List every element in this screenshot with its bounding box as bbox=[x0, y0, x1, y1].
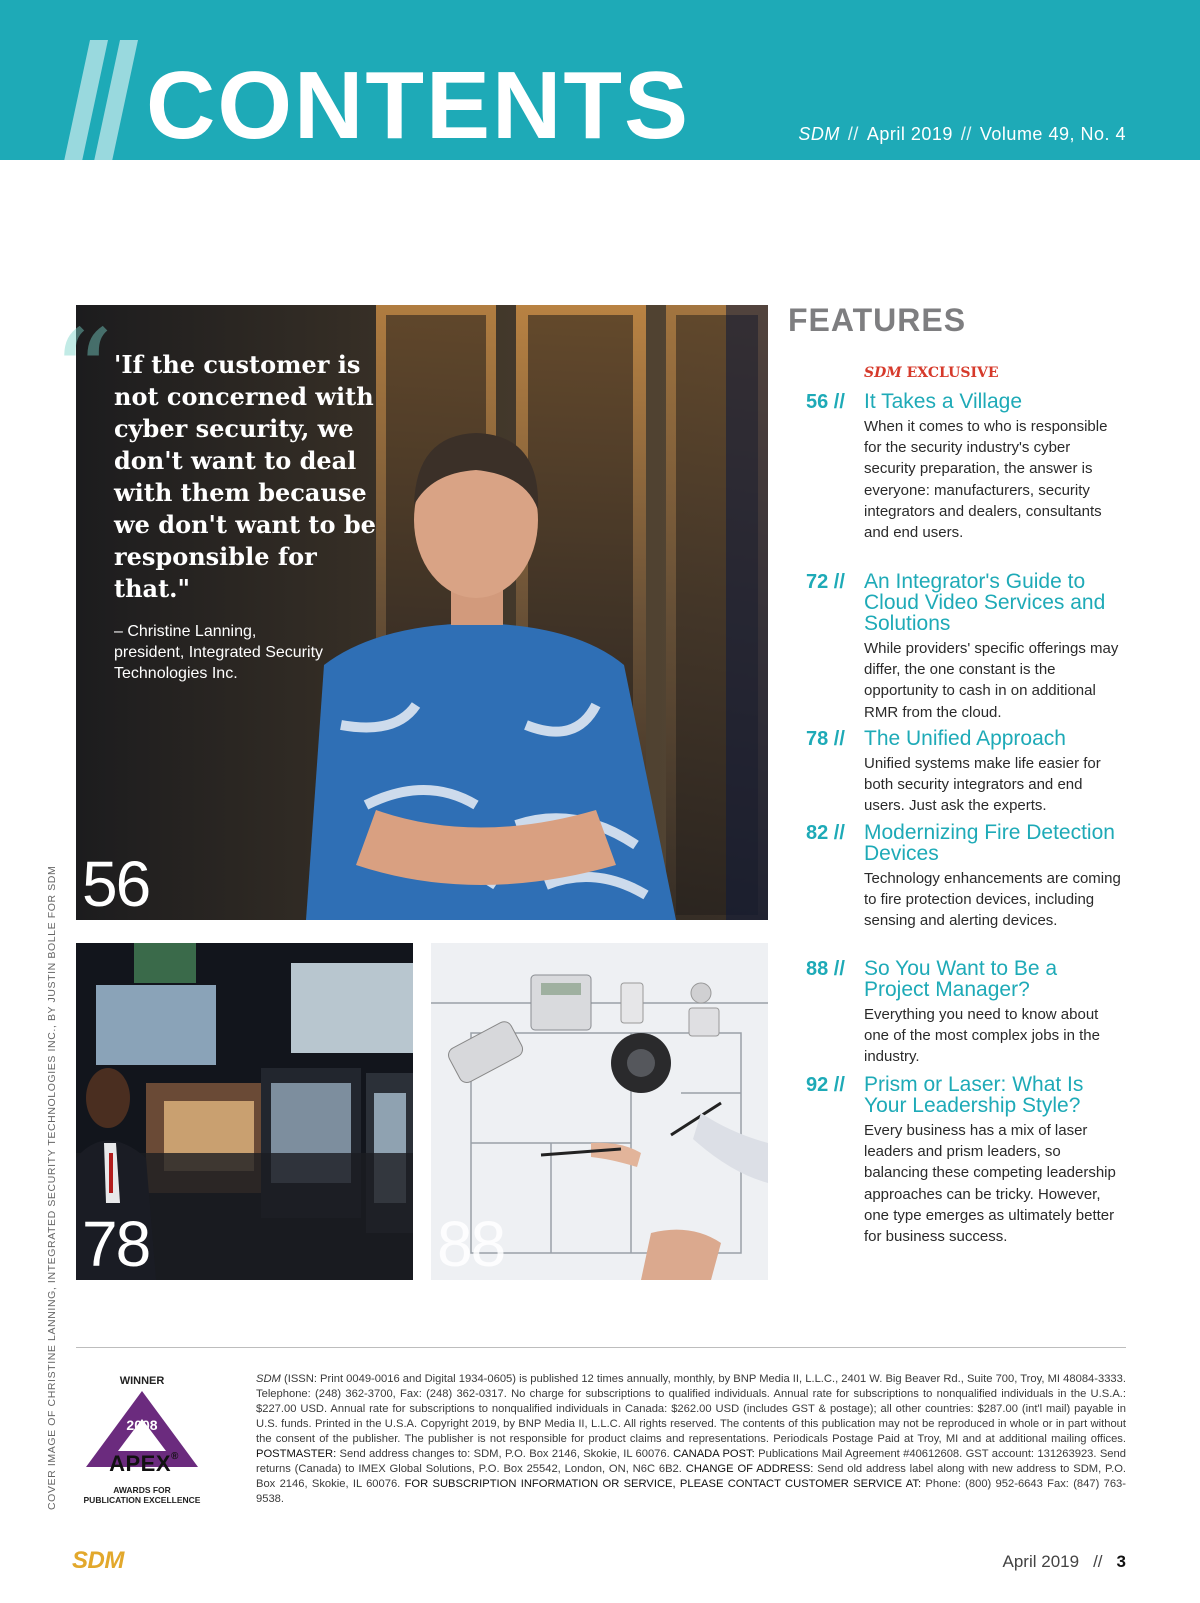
feature-photo-88[interactable] bbox=[431, 943, 768, 1280]
apex-name-text: APEX bbox=[109, 1451, 172, 1476]
legal-text: (ISSN: Print 0049-0016 and Digital 1934-0605) is published 12 times annually, monthly, by BNP Media II, L.L.C., 2401 W. Big Beaver Rd., Suite 700, Troy, MI 48084-3333. Telephone: (248) 362-3700, Fax: (248) 362-0317. No charge for subscriptions to qualified individuals. Annual rate for subscriptions to nonqualified individuals in the U.S.A.: $227.00 USD. Annual rate for subscriptions to nonqualified individuals in Canada: $262.00 USD (includes GST & postage); all other countries: $287.00 (int'l mail) payable in U.S. funds. Printed in the U.S.A. Copyright 2019, by BNP Media II, L.L.C. All rights reserved. The contents of this publication may not be reproduced in whole or in part without the consent of the publisher. The publisher is not responsible for product claims and representations. Periodicals Postage Paid at Troy, MI and at additional mailing offices. bbox=[256, 1373, 1126, 1445]
double-slash-graphic bbox=[60, 40, 160, 180]
publication-legal-notice bbox=[256, 1372, 1126, 1507]
exclusive-label bbox=[864, 365, 999, 381]
photo-page-number: 88 bbox=[437, 1208, 505, 1280]
sdm-logo: SDM bbox=[72, 1547, 124, 1574]
pull-quote: 'If the customer is not concerned with cyber security, we don't want to deal with them because we don't want to be responsible for that." bbox=[114, 350, 376, 603]
feature-photo-78[interactable] bbox=[76, 943, 413, 1280]
feature-description: While providers' specific offerings may differ, the one constant is the opportunity to cash in on additional RMR from the cloud. bbox=[864, 640, 1119, 721]
legal-label: FOR SUBSCRIPTION INFORMATION OR SERVICE, PLEASE CONTACT CUSTOMER SERVICE AT: bbox=[404, 1478, 922, 1490]
quote-attribution bbox=[114, 621, 384, 684]
feature-description: Everything you need to know about one of the most complex jobs in the industry. bbox=[864, 1006, 1100, 1066]
exclusive-text: EXCLUSIVE bbox=[906, 365, 999, 381]
legal-label: CANADA POST: bbox=[673, 1448, 755, 1460]
legal-label: CHANGE OF ADDRESS: bbox=[685, 1463, 814, 1475]
legal-text: Publications Mail Agreement #40612608. GST account: 131263923. Send returns (Canada) to IMEX Global Solutions, P.O. Box 25542, London, ON, N6C 6B2. bbox=[256, 1448, 1126, 1475]
features-heading: FEATURES bbox=[788, 302, 967, 338]
folio-separator: // bbox=[1093, 1552, 1103, 1571]
feature-description: Every business has a mix of laser leaders and prism leaders, so balancing these competing leadership approaches can be tricky. However, one type emerges as ultimately better for business success. bbox=[864, 1122, 1116, 1246]
issue-volume: Volume 49, No. 4 bbox=[979, 124, 1126, 144]
apex-subtitle-line: AWARDS FOR bbox=[113, 1485, 171, 1495]
feature-page-number: 78 // bbox=[806, 728, 845, 750]
photo-credit: COVER IMAGE OF CHRISTINE LANNING, INTEGRATED SECURITY TECHNOLOGIES INC., BY JUSTIN BOLLE FOR SDM bbox=[46, 865, 58, 1510]
feature-description: When it comes to who is responsible for the security industry's cyber security preparation, the answer is everyone: manufacturers, security integrators and dealers, consultants and end users. bbox=[864, 418, 1108, 542]
feature-page-number: 72 // bbox=[806, 571, 845, 593]
feature-page-number: 82 // bbox=[806, 822, 845, 844]
attribution-line: – Christine Lanning, bbox=[114, 623, 257, 640]
feature-page-number: 92 // bbox=[806, 1074, 845, 1096]
footer-divider bbox=[76, 1347, 1126, 1348]
feature-description: Unified systems make life easier for both security integrators and end users. Just ask the experts. bbox=[864, 755, 1101, 815]
apex-name bbox=[88, 1451, 200, 1477]
feature-title[interactable]: Prism or Laser: What Is Your Leadership Style? bbox=[864, 1073, 1084, 1117]
page-title: CONTENTS bbox=[146, 52, 690, 159]
header-band bbox=[0, 0, 1200, 160]
feature-photo-main[interactable] bbox=[52, 305, 768, 920]
legal-text: Send address changes to: SDM, P.O. Box 2146, Skokie, IL 60076. bbox=[336, 1448, 674, 1460]
feature-item[interactable] bbox=[806, 822, 1126, 932]
issue-separator: // bbox=[960, 124, 972, 144]
feature-title[interactable]: Modernizing Fire Detection Devices bbox=[864, 821, 1115, 865]
feature-item[interactable] bbox=[806, 958, 1126, 1068]
legal-text: Phone: (800) 952-6643 Fax: (847) 763-9538. bbox=[256, 1478, 1126, 1505]
feature-item[interactable] bbox=[806, 728, 1126, 817]
exclusive-magazine: SDM bbox=[864, 365, 902, 381]
feature-title[interactable]: So You Want to Be a Project Manager? bbox=[864, 957, 1058, 1001]
issue-magazine: SDM bbox=[798, 124, 840, 144]
feature-page-number: 88 // bbox=[806, 958, 845, 980]
issue-info bbox=[798, 124, 1126, 145]
photo-page-number: 56 bbox=[82, 848, 150, 920]
apex-subtitle bbox=[80, 1485, 204, 1505]
photo-page-number: 78 bbox=[82, 1208, 150, 1280]
feature-item[interactable] bbox=[806, 571, 1126, 723]
feature-title[interactable]: An Integrator's Guide to Cloud Video Services and Solutions bbox=[864, 570, 1106, 635]
issue-date: April 2019 bbox=[866, 124, 953, 144]
feature-description: Technology enhancements are coming to fire protection devices, including sensing and alerting devices. bbox=[864, 870, 1121, 930]
feature-page-number: 56 // bbox=[806, 391, 845, 413]
page-folio bbox=[1003, 1552, 1126, 1572]
apex-year: 2008 bbox=[126, 1417, 158, 1433]
feature-item[interactable] bbox=[806, 391, 1126, 543]
legal-magazine: SDM bbox=[256, 1373, 281, 1385]
apex-winner-label: WINNER bbox=[119, 1375, 165, 1387]
feature-title[interactable]: The Unified Approach bbox=[864, 727, 1066, 750]
issue-separator: // bbox=[847, 124, 859, 144]
page-number: 3 bbox=[1116, 1552, 1126, 1571]
quote-mark-icon: “ bbox=[52, 305, 114, 444]
attribution-line: president, Integrated Security bbox=[114, 644, 324, 661]
attribution-line: Technologies Inc. bbox=[114, 665, 238, 682]
folio-date: April 2019 bbox=[1002, 1552, 1080, 1571]
apex-subtitle-line: PUBLICATION EXCELLENCE bbox=[83, 1495, 201, 1505]
feature-item[interactable] bbox=[806, 1074, 1126, 1247]
legal-label: POSTMASTER: bbox=[256, 1448, 337, 1460]
legal-text: Send old address label along with new address to SDM, P.O. Box 2146, Skokie, IL 60076. bbox=[256, 1463, 1126, 1490]
apex-award-logo bbox=[80, 1375, 204, 1505]
registered-mark: ® bbox=[171, 1451, 179, 1462]
feature-title[interactable]: It Takes a Village bbox=[864, 390, 1022, 413]
